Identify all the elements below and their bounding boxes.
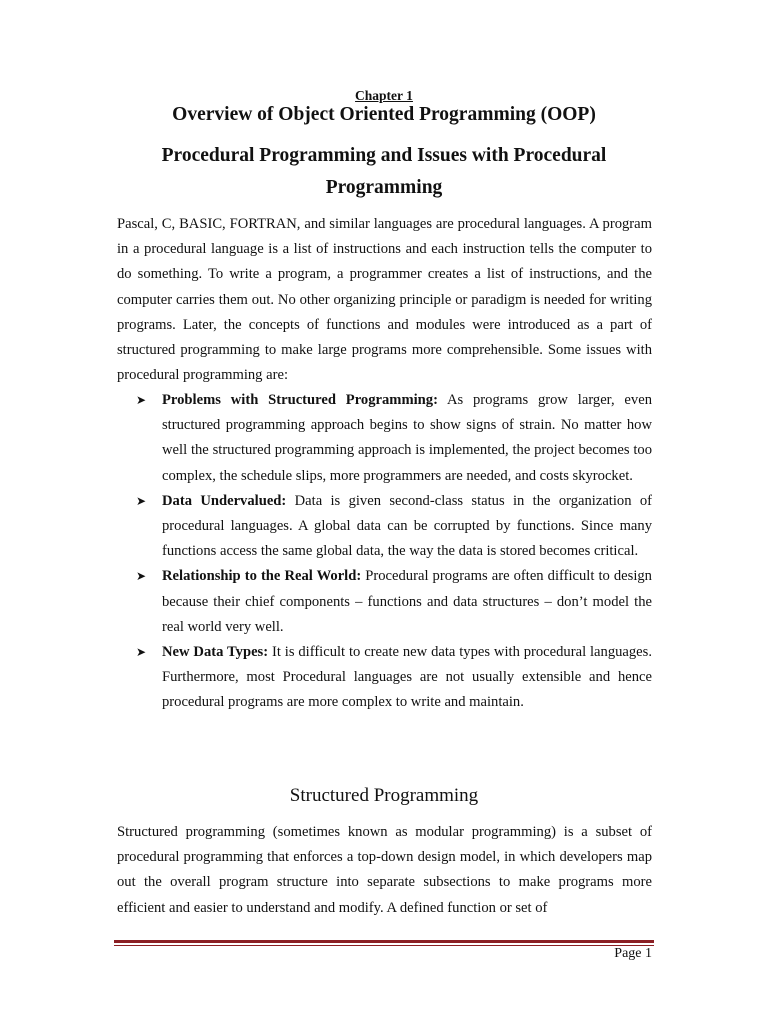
issue-term: Relationship to the Real World: bbox=[162, 568, 362, 585]
issue-term: Data Undervalued: bbox=[162, 492, 287, 509]
section-heading: Structured Programming bbox=[289, 785, 479, 806]
arrowhead-bullet-icon: ➤ bbox=[136, 493, 147, 508]
issue-term: Problems with Structured Programming: bbox=[162, 392, 438, 408]
arrowhead-bullet-icon: ➤ bbox=[136, 393, 147, 407]
issue-text: Data is given second-class status in the organization of procedural languages. A global data can be corrupted by functions. Since many functions access the same global data, the way the data is stored becomes critical. bbox=[162, 492, 653, 560]
arrowhead-bullet-icon: ➤ bbox=[136, 645, 147, 660]
page-number: Page 1 bbox=[614, 946, 652, 961]
arrowhead-bullet-icon: ➤ bbox=[136, 569, 147, 584]
footer-rule bbox=[114, 940, 654, 943]
issues-list bbox=[136, 388, 652, 716]
list-item bbox=[136, 564, 652, 640]
intro-paragraph: Pascal, C, BASIC, FORTRAN, and similar languages are procedural languages. A program in a procedural language is a list of instructions and each instruction tells the computer to do something. To write a program, a programmer creates a list of instructions, and the computer carries them out. No other organizing principle or paradigm is needed for writing programs. Later, the concepts of functions and modules were introduced as a part of structured programming to make large programs more comprehensible. Some issues with procedural programming are: bbox=[117, 216, 652, 384]
issue-text: It is difficult to create new data types with procedural languages. Furthermore, most Procedural languages are not usually extensible and hence procedural programs are more complex to write and maintain. bbox=[162, 644, 652, 711]
issue-term: New Data Types: bbox=[162, 644, 269, 661]
page-title: Overview of Object Oriented Programming (OOP) bbox=[172, 104, 596, 125]
issue-text: Procedural programs are often difficult to design because their chief components – functions and data structures – don’t model the real world very well. bbox=[162, 568, 652, 635]
list-item bbox=[136, 640, 652, 716]
list-item bbox=[136, 489, 652, 565]
footer-rule-thin bbox=[114, 945, 654, 946]
chapter-label: Chapter 1 bbox=[355, 88, 413, 103]
section-subtitle: Procedural Programming and Issues with Procedural Programming bbox=[161, 145, 607, 198]
issue-text: As programs grow larger, even structured programming approach begins to show signs of strain. No matter how well the structured programming approach is implemented, the project becomes too complex, the schedule slips, more programmers are needed, and costs skyrocket. bbox=[162, 392, 652, 484]
structured-paragraph: Structured programming (sometimes known as modular programming) is a subset of procedural programming that enforces a top-down design model, in which developers map out the overall program structure into separate subsections to make programs more efficient and easier to understand and modify. A defined function or set of bbox=[117, 824, 652, 916]
list-item bbox=[136, 388, 652, 489]
